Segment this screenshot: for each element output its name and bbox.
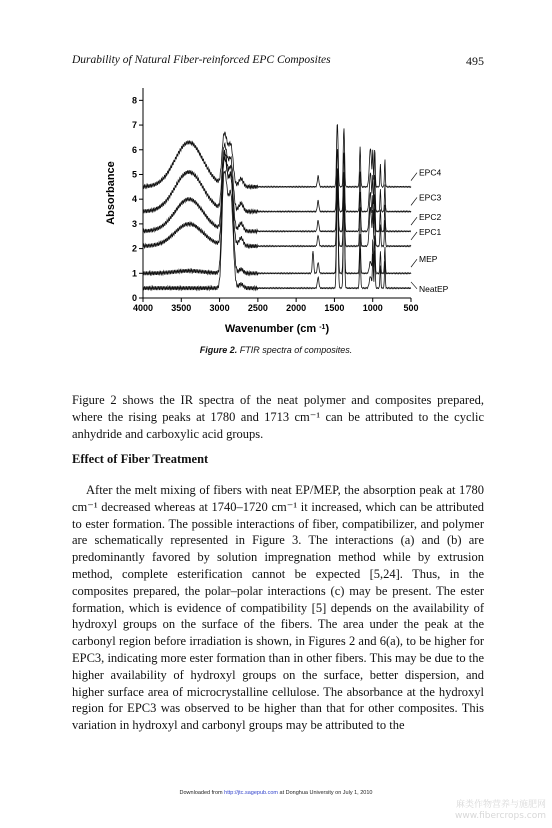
running-head [72, 54, 484, 70]
y-tick-label: 1 [131, 268, 137, 279]
series-label: NeatEP [419, 283, 449, 294]
x-tick-label: 1000 [362, 303, 383, 313]
series-label: EPC1 [419, 227, 442, 237]
y-tick-label: 0 [131, 293, 137, 303]
x-tick-label: 500 [403, 303, 419, 313]
y-axis-label: Absorbance [105, 161, 117, 225]
download-footer [0, 790, 552, 796]
x-tick-label: 3000 [209, 303, 230, 313]
figure-caption-text: FTIR spectra of composites. [239, 345, 353, 355]
y-tick-label: 8 [131, 95, 137, 106]
y-tick-label: 4 [131, 194, 137, 205]
watermark-line1: 麻类作物营养与施肥网 [455, 800, 546, 810]
y-tick-label: 3 [131, 218, 137, 229]
x-axis-label: Wavenumber (cm $^{-1}$) [224, 323, 330, 335]
series-label: EPC2 [419, 212, 442, 223]
series-leader-line [411, 232, 417, 240]
spectrum-line-epc2 [143, 150, 411, 233]
series-label: MEP [419, 254, 438, 265]
section-heading: Effect of Fiber Treatment [72, 452, 209, 466]
paragraph-fiber-treatment: After the melt mixing of fibers with neat EP/MEP, the absorption peak at 1780 cm⁻¹ decreased whereas at 1740–1720 cm⁻¹ it increased, which can be attributed to ester formation. The possible interactions of fiber, compatibilizer, and polymer are schematically represented in Figure 3. The interactions (a) and (b) are predominantly favored by solution impregnation method while by extrusion method, complete esterification cannot be expected [5,24]. Thus, in the composites prepared, the polar–polar interactions (c) may be present. The ester formation, which is evidence of compatibility [5] depends on the availability of hydroxyl groups on the surface of the fibers. The area under the peak at the carbonyl region before irradiation is shown, in Figures 2 and 6(a), to be higher for EPC3, indicating more ester formation than in other fibers. This may be due to the higher availability of hydroxyl groups on the surface, better dispersion, and higher surface area of microcrystalline cellulose. The absorbance at the hydroxyl region for EPC3 was observed to be higher than that for other composites. This variation in hydroxyl and carbonyl groups may be attributed to the [72, 483, 484, 733]
series-label: EPC3 [419, 192, 442, 203]
footer-suffix: at Donghua University on July 1, 2010 [277, 790, 373, 796]
watermark-line2: www.fibercrops.com [455, 811, 546, 821]
y-tick-label: 5 [131, 169, 137, 180]
page-number: 495 [466, 54, 484, 68]
series-leader-line [411, 173, 417, 181]
series-leader-line [411, 217, 417, 225]
y-tick-label: 2 [131, 243, 137, 254]
x-tick-label: 2500 [247, 303, 268, 313]
series-leader-line [411, 282, 417, 289]
ftir-spectra-chart [100, 80, 460, 342]
running-title: Durability of Natural Fiber-reinforced EPC Composites [72, 54, 331, 66]
series-leader-line [411, 197, 417, 205]
series-leader-line [411, 259, 417, 267]
y-tick-label: 7 [131, 120, 137, 131]
x-tick-label: 4000 [132, 303, 154, 313]
figure-caption-label: Figure 2. [199, 345, 238, 355]
paragraph-ir-spectra: Figure 2 shows the IR spectra of the neat polymer and composites prepared, where the rising peaks at 1780 and 1713 cm⁻¹ can be attributed to the cyclic anhydride and carboxylic acid groups. [72, 393, 484, 441]
y-tick-label: 6 [131, 144, 137, 155]
series-label: EPC4 [419, 167, 442, 178]
x-tick-label: 3500 [171, 303, 192, 313]
figure-caption [0, 345, 552, 355]
watermark [455, 800, 546, 822]
footer-prefix: Downloaded from [179, 790, 225, 796]
x-tick-label: 2000 [286, 303, 307, 313]
x-tick-label: 1500 [324, 303, 345, 313]
footer-link[interactable]: http://jtc.sagepub.com [224, 790, 278, 796]
